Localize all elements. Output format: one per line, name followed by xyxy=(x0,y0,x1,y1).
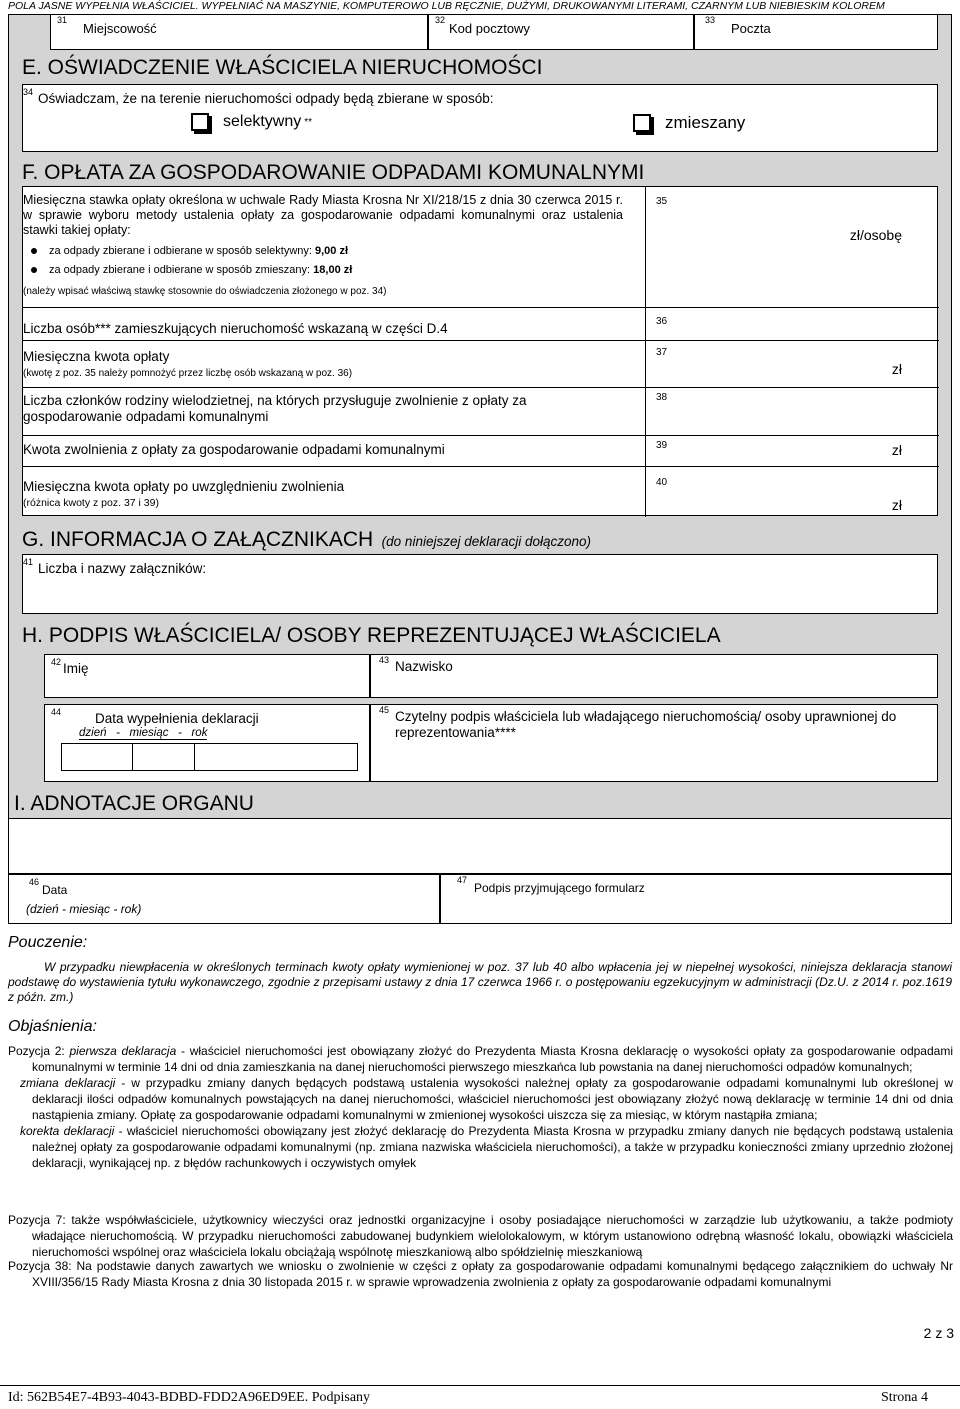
top-banner: POLA JASNE WYPEŁNIA WŁAŚCICIEL. WYPEŁNIAĆ NA MASZYNIE, KOMPUTEROWO LUB RĘCZNIE, DUŻYMI, DRUKOWANYMI LITERAMI, CZARNYM LUB NIEBIESKIM KOLOREM xyxy=(8,0,885,12)
bullet-value: 18,00 zł xyxy=(313,264,353,276)
field-sub: dzień - miesiąc - rok xyxy=(79,727,208,739)
field-number: 44 xyxy=(51,707,62,717)
objasnienia-p38: Pozycja 38: Na podstawie danych zawartych we wniosku o zwolnienie w części z opłaty za gospodarowanie odpadami komunalnymi będącego załącznikiem do uchwały Nr XVIII/356/15 Rady Miasta Krosna z dnia 30 listopada 2015 r. w sprawie wprowadzenia zwolnienia z opłaty za gospodarowanie odpadami komunalnymi xyxy=(8,1259,953,1289)
field-45[interactable] xyxy=(370,704,938,782)
field-number: 42 xyxy=(51,657,62,667)
footer-divider xyxy=(0,1385,960,1386)
field-41[interactable] xyxy=(22,554,938,614)
section-g-title xyxy=(22,528,591,552)
section-i-title: I. ADNOTACJE ORGANU xyxy=(14,792,254,815)
date-month-box[interactable] xyxy=(132,743,195,771)
rate-bullet-mixed xyxy=(31,264,352,276)
field-number: 32 xyxy=(435,15,446,25)
field-number: 36 xyxy=(656,316,668,327)
field-label: Oświadczam, że na terenie nieruchomości odpady będą zbierane w sposób: xyxy=(38,91,494,106)
field-40[interactable] xyxy=(646,467,938,517)
objasnienia-title: Objaśnienia: xyxy=(8,1018,97,1035)
field-unit: zł/osobę xyxy=(849,227,902,243)
p2-text: - właściciel nieruchomości obowiązany jest złożyć deklarację do Prezydenta Miasta Krosna w przypadku zmiany danych nie będących podstawą ustalenia należnej opłaty za gospodarowanie odpadami komunalnymi (np. zmiana nazwiska właściciela nieruchomości), a także w przypadku konieczności zmiany uprzednio złożonej deklaracji, wynikającej np. z błędów rachunkowych i oczywistych omyłek xyxy=(32,1124,953,1170)
checkbox-icon[interactable] xyxy=(633,114,651,132)
field-number: 40 xyxy=(656,477,668,488)
field-number: 31 xyxy=(57,15,68,25)
option-selektywny[interactable] xyxy=(191,113,312,131)
field-44[interactable] xyxy=(44,704,370,782)
section-h-title: H. PODPIS WŁAŚCICIELA/ OSOBY REPREZENTUJĄCEJ WŁAŚCICIELA xyxy=(22,624,721,647)
exempt-label: Kwota zwolnienia z opłaty za gospodarowanie odpadami komunalnymi xyxy=(23,442,445,457)
monthly-label: Miesięczna kwota opłaty xyxy=(23,349,170,364)
field-number: 45 xyxy=(379,705,390,715)
field-number: 41 xyxy=(23,557,34,567)
footer-id: Id: 562B54E7-4B93-4043-BDBD-FDD2A96ED9EE. Podpisany xyxy=(8,1390,371,1405)
option-label: zmieszany xyxy=(665,113,746,132)
field-label: Liczba i nazwy załączników: xyxy=(38,561,207,576)
field-label: Podpis przyjmującego formularz xyxy=(474,881,645,895)
section-g-note: (do niniejszej deklaracji dołączono) xyxy=(381,534,592,549)
family-label: Liczba członków rodziny wielodzietnej, na których przysługuje zwolnienie z opłaty za gospodarowanie odpadami komunalnymi xyxy=(23,393,527,424)
field-number: 34 xyxy=(23,87,34,97)
field-37[interactable] xyxy=(646,341,938,387)
field-number: 39 xyxy=(656,440,668,451)
p2-lead: Pozycja 2: xyxy=(8,1044,70,1058)
field-34[interactable] xyxy=(22,84,938,152)
field-label: Miejscowość xyxy=(83,21,157,36)
after-exempt-label: Miesięczna kwota opłaty po uwzględnieniu zwolnienia xyxy=(23,479,345,494)
footer-page: Strona 4 xyxy=(880,1390,928,1405)
date-year-box[interactable] xyxy=(194,743,358,771)
field-32[interactable] xyxy=(428,14,694,50)
p2-first xyxy=(8,1043,953,1075)
option-mark: ** xyxy=(304,116,313,128)
page-number: 2 z 3 xyxy=(923,1325,954,1341)
rate-description: Miesięczna stawka opłaty określona w uchwale Rady Miasta Krosna Nr XI/218/15 z dnia 30 czerwca 2015 r. w sprawie wyboru metody ustalenia opłaty za gospodarowanie odpadami komunalnymi oraz ustalenia stawki takiej opłaty: xyxy=(23,193,623,237)
field-unit: zł xyxy=(891,442,902,458)
pouczenie-title: Pouczenie: xyxy=(8,934,88,951)
option-zmieszany[interactable] xyxy=(633,113,745,133)
bullet-icon xyxy=(31,248,37,254)
after-exempt-sub: (różnica kwoty z poz. 37 i 39) xyxy=(23,497,159,509)
field-label: Nazwisko xyxy=(395,659,453,674)
field-number: 35 xyxy=(656,196,668,207)
rate-note: (należy wpisać właściwą stawkę stosownie do oświadczenia złożonego w poz. 34) xyxy=(23,286,387,297)
bullet-icon xyxy=(31,267,37,273)
section-i-field[interactable] xyxy=(8,818,952,874)
objasnienia-p7: Pozycja 7: także współwłaściciele, użytkownicy wieczyści oraz jednostki organizacyjne i osoby posiadające nieruchomości w zarządzie lub użytkowaniu, a także podmioty władające nieruchomością. W przypadku nieruchomości zabudowanej budynkiem wielolokalowym, w którym ustanowiono odrębną własność lokalu, obowiązki właściciela nieruchomości wspólnej oraz właściciela lokalu obciążają wspólnotę mieszkaniową albo spółdzielnię mieszkaniową xyxy=(8,1213,953,1259)
date-day-box[interactable] xyxy=(61,743,133,771)
field-43[interactable] xyxy=(370,654,938,698)
field-unit: zł xyxy=(891,497,902,513)
field-number: 47 xyxy=(457,875,468,885)
p2-change xyxy=(8,1075,953,1123)
section-f-table xyxy=(22,186,938,516)
p2-text: - właściciel nieruchomości jest obowiązany złożyć do Prezydenta Miasta Krosna deklarację o wysokości opłaty za gospodarowanie odpadami komunalnymi w terminie 14 dni od dnia zamieszkania na danej nieruchomości pierwszego mieszkańca lub powstania na danej nieruchomości odpadów komunalnych; xyxy=(32,1044,953,1074)
field-unit: zł xyxy=(891,361,902,377)
rate-bullet-selective xyxy=(31,245,348,257)
field-47[interactable] xyxy=(440,874,952,924)
field-label: Poczta xyxy=(731,21,771,36)
field-39[interactable] xyxy=(646,436,938,466)
section-g-heading: G. INFORMACJA O ZAŁĄCZNIKACH xyxy=(22,528,374,551)
field-label: Kod pocztowy xyxy=(449,21,530,36)
field-38[interactable] xyxy=(646,388,938,435)
p2-text: - w przypadku zmiany danych będących podstawą ustalenia wysokości należnej opłaty za gospodarowanie odpadami komunalnymi lub określonej w deklaracji ilości odpadów komunalnych powstających na danej nieruchomości, właściciel nieruchomości jest obowiązany złożyć nową deklarację w terminie 14 dni od dnia nastąpienia zmiany. Opłatę za gospodarowanie odpadami komunalnymi w zmienionej wysokości uiszcza się za miesiąc, w którym nastąpiła zmiana; xyxy=(32,1076,953,1122)
field-label: Imię xyxy=(63,661,89,676)
field-number: 37 xyxy=(656,347,668,358)
field-number: 33 xyxy=(705,15,716,25)
section-f-title: F. OPŁATA ZA GOSPODAROWANIE ODPADAMI KOMUNALNYMI xyxy=(22,161,645,184)
field-36[interactable] xyxy=(646,308,938,340)
field-35[interactable] xyxy=(646,187,938,307)
p2-term: pierwsza deklaracja xyxy=(69,1044,177,1058)
field-number: 43 xyxy=(379,655,390,665)
field-33[interactable] xyxy=(694,14,938,50)
field-number: 38 xyxy=(656,392,668,403)
field-number: 46 xyxy=(29,877,40,887)
field-label: Czytelny podpis właściciela lub władającego nieruchomością/ osoby uprawnionej do reprezentowania**** xyxy=(395,709,897,740)
field-label: Data wypełnienia deklaracji xyxy=(95,711,259,726)
section-e-title: E. OŚWIADCZENIE WŁAŚCICIELA NIERUCHOMOŚCI xyxy=(22,56,543,79)
monthly-sub: (kwotę z poz. 35 należy pomnożyć przez liczbę osób wskazaną w poz. 36) xyxy=(23,368,353,379)
field-46[interactable] xyxy=(8,874,440,924)
p2-term: korekta deklaracji xyxy=(20,1124,115,1138)
field-label: Data xyxy=(42,883,68,897)
p2-correction xyxy=(8,1123,953,1171)
option-label: selektywny xyxy=(223,113,302,130)
checkbox-icon[interactable] xyxy=(191,113,209,131)
objasnienia-p2 xyxy=(8,1043,953,1171)
pouczenie-text: W przypadku niewpłacenia w określonych terminach kwoty opłaty wymienionej w poz. 37 lub 40 albo wpłacenia jej w niepełnej wysokości, niniejsza deklaracja stanowi podstawę do wystawienia tytułu wykonawczego, zgodnie z przepisami ustawy z dnia 17 czerwca 1966 r. o postępowaniu egzekucyjnym w administracji (Dz.U. z 2014 r. poz.1619 z późn. zm.) xyxy=(8,960,952,1004)
p2-term: zmiana deklaracji xyxy=(20,1076,116,1090)
field-42[interactable] xyxy=(44,654,370,698)
field-sub: (dzień - miesiąc - rok) xyxy=(26,902,142,916)
persons-label: Liczba osób*** zamieszkujących nieruchomość wskazaną w części D.4 xyxy=(23,321,448,336)
field-31[interactable] xyxy=(50,14,428,50)
bullet-text: za odpady zbierane i odbierane w sposób selektywny: xyxy=(49,245,315,257)
bullet-value: 9,00 zł xyxy=(315,245,349,257)
bullet-text: za odpady zbierane i odbierane w sposób zmieszany: xyxy=(49,264,314,276)
